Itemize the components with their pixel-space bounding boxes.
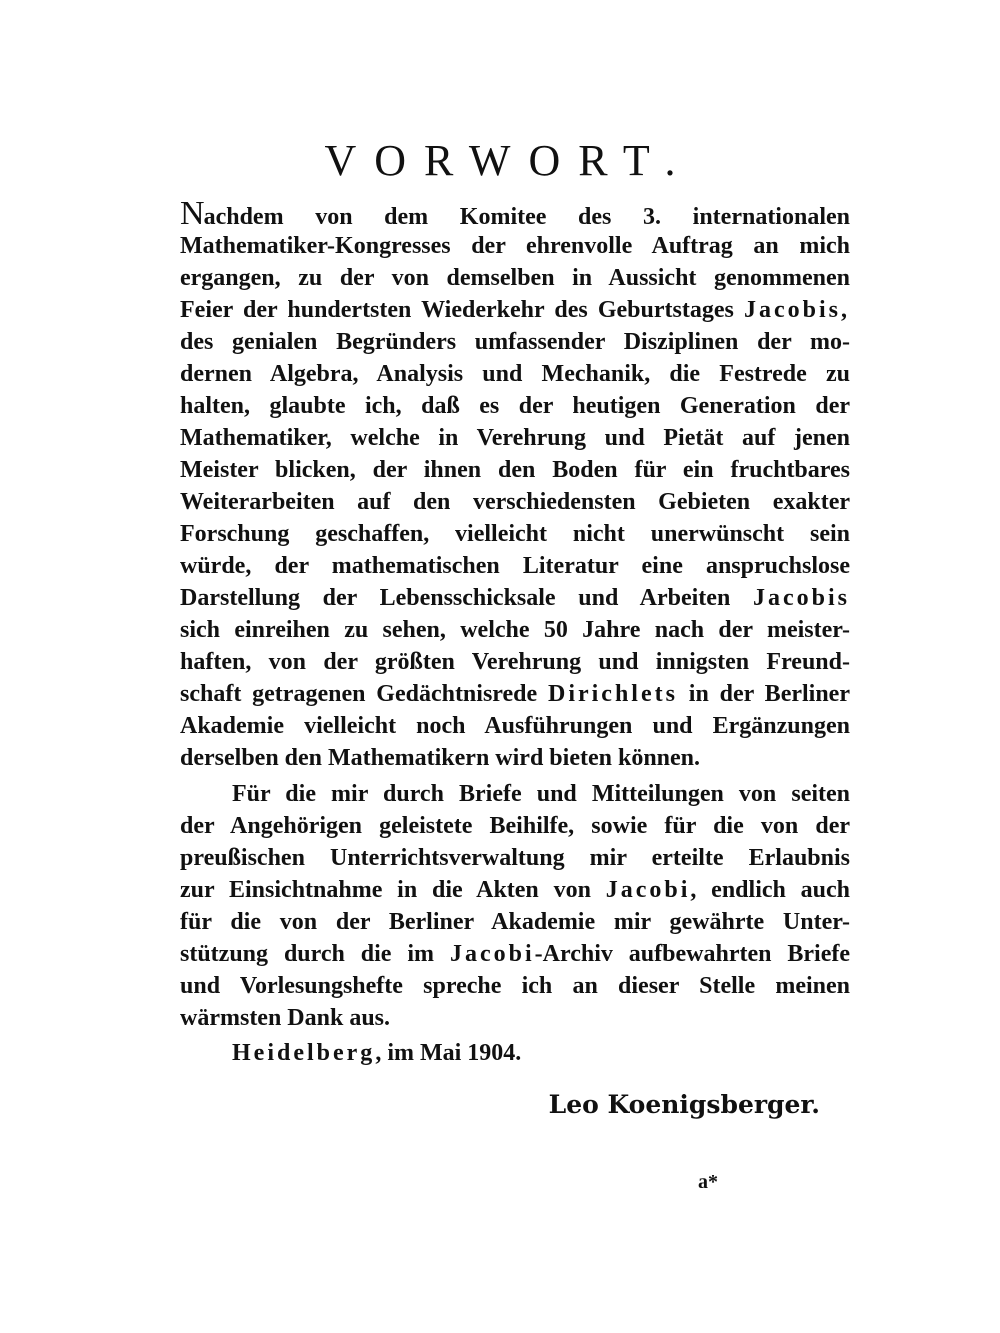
text-line: Forschung geschaffen, vielleicht nicht unerwünscht sein xyxy=(180,521,850,547)
author-signature: Leo Koenigsberger. xyxy=(548,1090,820,1119)
place-and-date: Heidelberg, im Mai 1904. xyxy=(232,1040,522,1066)
text-line: Meister blicken, der ihnen den Boden für ein fruchtbares xyxy=(180,457,850,483)
text-line: stützung durch die im Jacobi-Archiv aufbewahrten Briefe xyxy=(180,941,850,967)
text-line: ergangen, zu der von demselben in Aussicht genommenen xyxy=(180,265,850,291)
spaced-name: Jacobi xyxy=(449,941,535,967)
text-line: halten, glaubte ich, daß es der heutigen Generation der xyxy=(180,393,850,419)
spaced-name: Dirichlets xyxy=(547,681,678,707)
preface-paragraph-1 xyxy=(180,198,850,774)
signature-mark: a* xyxy=(698,1171,718,1193)
text-line: Mathematiker-Kongresses der ehrenvolle Auftrag an mich xyxy=(180,233,850,259)
text-line: würde, der mathematischen Literatur eine anspruchslose xyxy=(180,553,850,579)
page-title: VORWORT. xyxy=(324,136,694,185)
text-line: sich einreihen zu sehen, welche 50 Jahre nach der meister- xyxy=(180,617,850,643)
text-line: Nachdem von dem Komitee des 3. internationalen xyxy=(180,198,850,230)
text-line: Für die mir durch Briefe und Mitteilungen von seiten xyxy=(232,781,850,807)
text-line: Akademie vielleicht noch Ausführungen und Ergänzungen xyxy=(180,713,850,739)
text-line: schaft getragenen Gedächtnisrede Dirichlets in der Berliner xyxy=(180,681,850,707)
text-line: Weiterarbeiten auf den verschiedensten Gebieten exakter xyxy=(180,489,850,515)
text-line: der Angehörigen geleistete Beihilfe, sowie für die von der xyxy=(180,813,850,839)
text-line: Feier der hundertsten Wiederkehr des Geburtstages Jacobis, xyxy=(180,297,850,323)
text-line: zur Einsichtnahme in die Akten von Jacobi, endlich auch xyxy=(180,877,850,903)
spaced-name: Jacobis xyxy=(752,585,850,611)
spaced-name: Jacobi xyxy=(605,877,691,903)
text-line: derselben den Mathematikern wird bieten können. xyxy=(180,745,701,771)
preface-paragraph-2 xyxy=(180,778,850,1034)
spaced-name: Jacobis, xyxy=(743,297,850,323)
text-line: preußischen Unterrichtsverwaltung mir erteilte Erlaubnis xyxy=(180,845,850,871)
text-line: für die von der Berliner Akademie mir gewährte Unter- xyxy=(180,909,850,935)
drop-cap: N xyxy=(180,198,204,230)
text-line: Darstellung der Lebensschicksale und Arbeiten Jacobis xyxy=(180,585,850,611)
text-line: wärmsten Dank aus. xyxy=(180,1005,391,1031)
text-line: Mathematiker, welche in Verehrung und Pietät auf jenen xyxy=(180,425,850,451)
text-line: dernen Algebra, Analysis und Mechanik, die Festrede zu xyxy=(180,361,850,387)
text-line: haften, von der größten Verehrung und innigsten Freund- xyxy=(180,649,850,675)
text-line: und Vorlesungshefte spreche ich an dieser Stelle meinen xyxy=(180,973,850,999)
text-line: des genialen Begründers umfassender Disziplinen der mo- xyxy=(180,329,850,355)
